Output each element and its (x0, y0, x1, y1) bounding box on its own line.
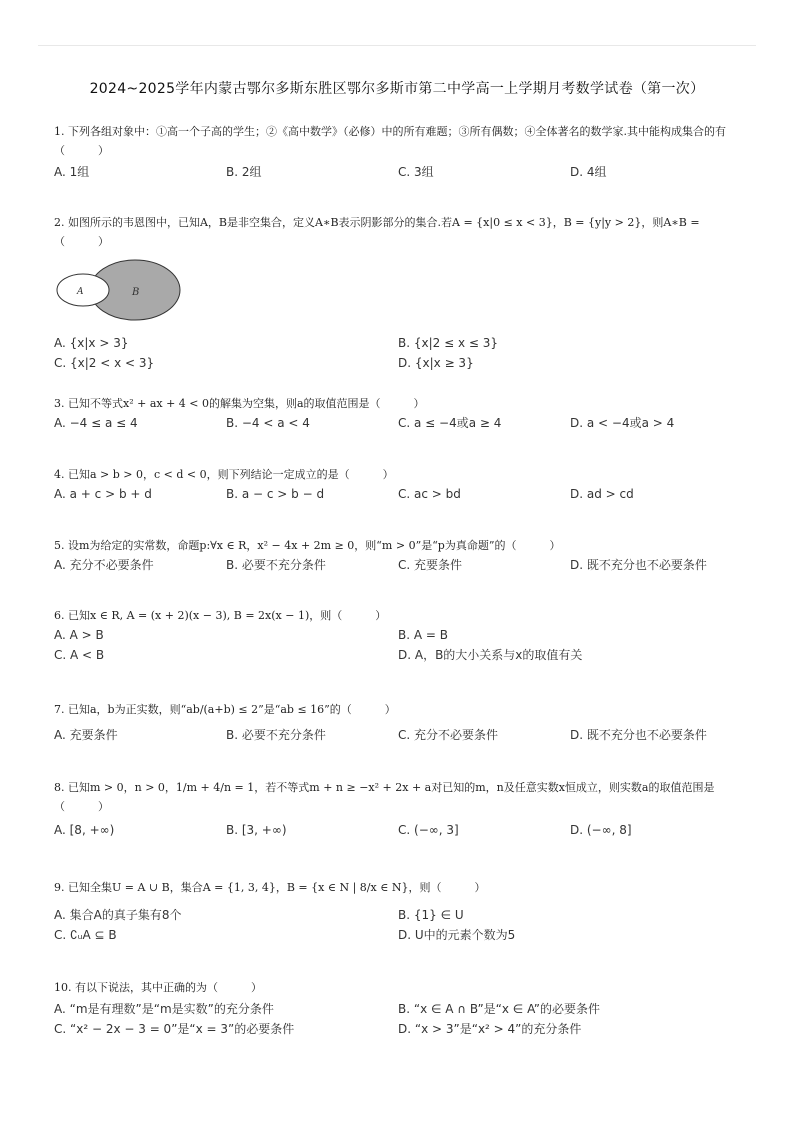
options-row (54, 905, 744, 925)
option-d[interactable]: D. U中的元素个数为5 (398, 928, 516, 942)
options-row (54, 555, 744, 575)
option-b[interactable]: B. 必要不充分条件 (226, 728, 326, 742)
option-b[interactable]: B. a − c > b − d (226, 487, 325, 501)
option-a[interactable]: A. {x|x > 3} (54, 336, 129, 350)
venn-diagram (54, 257, 744, 327)
option-c[interactable]: C. ∁ᵤA ⊆ B (54, 928, 117, 942)
question-stem: 8. 已知m > 0，n > 0，1/m + 4/n = 1，若不等式m + n ≥ −x² + 2x + a对已知的m，n及任意实数x恒成立，则实数a的取值范围是（ ） (54, 781, 715, 813)
option-d[interactable]: D. “x > 3”是“x² > 4”的充分条件 (398, 1022, 582, 1036)
option-b[interactable]: B. −4 < a < 4 (226, 416, 310, 430)
options-row (54, 999, 744, 1019)
option-a[interactable]: A. A > B (54, 628, 104, 642)
question-stem: 7. 已知a，b为正实数，则“ab/(a+b) ≤ 2”是“ab ≤ 16”的（ ） (54, 703, 396, 716)
option-a[interactable]: A. −4 ≤ a ≤ 4 (54, 416, 138, 430)
question-stem: 10. 有以下说法，其中正确的为（ ） (54, 981, 262, 994)
question-9 (54, 878, 744, 945)
question-stem: 2. 如图所示的韦恩图中，已知A，B是非空集合，定义A∗B表示阴影部分的集合.若A = {x|0 ≤ x < 3}，B = {y|y > 2}，则A∗B =（ ） (54, 216, 700, 248)
question-7 (54, 700, 744, 745)
options-row (54, 333, 744, 353)
question-2 (54, 213, 744, 373)
options-row (54, 413, 744, 433)
option-d[interactable]: D. 既不充分也不必要条件 (570, 558, 707, 572)
question-stem: 9. 已知全集U = A ∪ B，集合A = {1, 3, 4}，B = {x ∈ N | 8/x ∈ N}，则（ ） (54, 881, 486, 894)
option-a[interactable]: A. 充要条件 (54, 728, 118, 742)
option-b[interactable]: B. 必要不充分条件 (226, 558, 326, 572)
option-a[interactable]: A. 集合A的真子集有8个 (54, 908, 182, 922)
question-5 (54, 536, 744, 575)
question-stem: 3. 已知不等式x² + ax + 4 < 0的解集为空集，则a的取值范围是（ ） (54, 397, 425, 410)
option-b[interactable]: B. “x ∈ A ∩ B”是“x ∈ A”的必要条件 (398, 1002, 601, 1016)
option-c[interactable]: C. {x|2 < x < 3} (54, 356, 155, 370)
question-4 (54, 465, 744, 504)
question-3 (54, 394, 744, 433)
options-row (54, 484, 744, 504)
option-a[interactable]: A. 1组 (54, 165, 90, 179)
question-stem: 5. 设m为给定的实常数，命题p:∀x ∈ R，x² − 4x + 2m ≥ 0，则“m > 0”是“p为真命题”的（ ） (54, 539, 561, 552)
option-d[interactable]: D. {x|x ≥ 3} (398, 356, 474, 370)
option-d[interactable]: D. ad > cd (570, 487, 634, 501)
set-b-label: B (132, 287, 140, 298)
options-row (54, 625, 744, 645)
options-row (54, 725, 744, 745)
option-c[interactable]: C. A < B (54, 648, 105, 662)
option-c[interactable]: C. (−∞, 3] (398, 823, 459, 837)
venn-diagram-figure (54, 257, 194, 323)
option-b[interactable]: B. {1} ∈ U (398, 908, 464, 922)
option-c[interactable]: C. 3组 (398, 165, 434, 179)
option-c[interactable]: C. 充要条件 (398, 558, 463, 572)
options-row (54, 353, 744, 373)
option-d[interactable]: D. (−∞, 8] (570, 823, 632, 837)
option-c[interactable]: C. ac > bd (398, 487, 461, 501)
option-d[interactable]: D. A，B的大小关系与x的取值有关 (398, 648, 583, 662)
option-c[interactable]: C. “x² − 2x − 3 = 0”是“x = 3”的必要条件 (54, 1022, 295, 1036)
question-stem: 6. 已知x ∈ R, A = (x + 2)(x − 3), B = 2x(x − 1)，则（ ） (54, 609, 387, 622)
options-row (54, 820, 744, 840)
options-row (54, 645, 744, 665)
option-a[interactable]: A. [8, +∞) (54, 823, 115, 837)
option-c[interactable]: C. a ≤ −4或a ≥ 4 (398, 416, 502, 430)
option-a[interactable]: A. a + c > b + d (54, 487, 152, 501)
option-b[interactable]: B. [3, +∞) (226, 823, 287, 837)
question-10 (54, 978, 744, 1039)
option-a[interactable]: A. 充分不必要条件 (54, 558, 154, 572)
exam-title: 2024~2025学年内蒙古鄂尔多斯东胜区鄂尔多斯市第二中学高一上学期月考数学试卷（第一次） (89, 81, 705, 97)
set-a-label: A (77, 287, 84, 297)
question-6 (54, 606, 744, 665)
option-b[interactable]: B. {x|2 ≤ x ≤ 3} (398, 336, 499, 350)
option-d[interactable]: D. 既不充分也不必要条件 (570, 728, 707, 742)
option-a[interactable]: A. “m是有理数”是“m是实数”的充分条件 (54, 1002, 274, 1016)
option-b[interactable]: B. 2组 (226, 165, 262, 179)
option-b[interactable]: B. A = B (398, 628, 448, 642)
option-d[interactable]: D. 4组 (570, 165, 607, 179)
question-8 (54, 778, 744, 840)
options-row (54, 1019, 744, 1039)
top-divider (38, 45, 756, 46)
option-d[interactable]: D. a < −4或a > 4 (570, 416, 675, 430)
option-c[interactable]: C. 充分不必要条件 (398, 728, 499, 742)
question-stem: 4. 已知a > b > 0，c < d < 0，则下列结论一定成立的是（ ） (54, 468, 394, 481)
question-1 (54, 122, 744, 182)
question-stem: 1. 下列各组对象中：①高一个子高的学生；②《高中数学》（必修）中的所有难题；③所有偶数；④全体著名的数学家.其中能构成集合的有（ ） (54, 125, 726, 157)
options-row (54, 925, 744, 945)
options-row (54, 162, 744, 182)
